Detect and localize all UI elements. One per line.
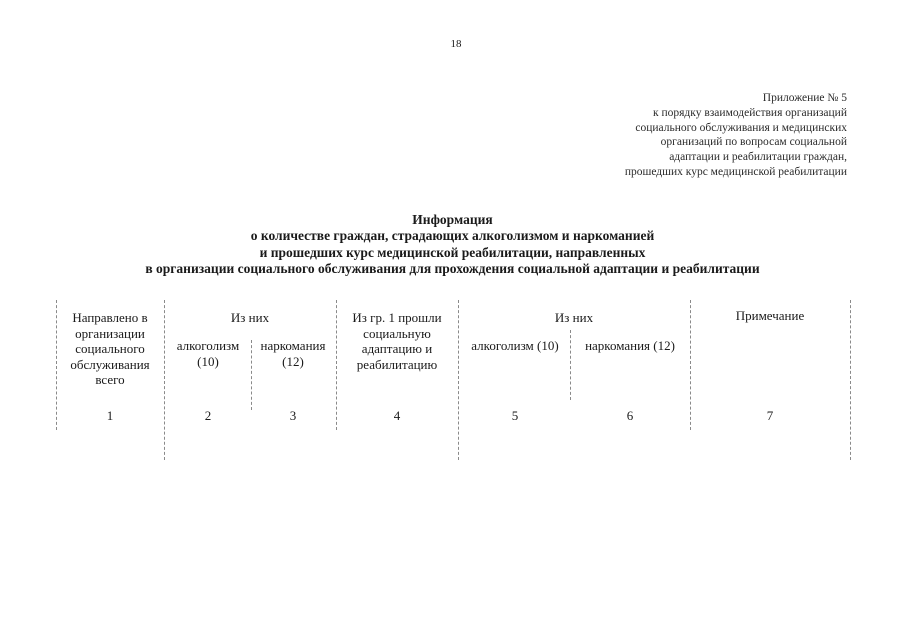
table-divider xyxy=(164,300,165,460)
title-line: о количестве граждан, страдающих алкоголизмом и наркоманией xyxy=(250,228,655,244)
table-divider xyxy=(336,300,337,430)
column-number: 2 xyxy=(204,408,212,423)
table-divider xyxy=(458,300,459,460)
page-number: 18 xyxy=(450,38,462,50)
appendix-line: прошедших курс медицинской реабилитации xyxy=(624,165,847,178)
header-of-them-1: Из них xyxy=(230,310,270,325)
document-title xyxy=(60,212,845,278)
appendix-line: Приложение № 5 xyxy=(762,92,847,104)
title-line: и прошедших курс медицинской реабилитации, направленных xyxy=(259,244,646,260)
appendix-note xyxy=(517,91,847,180)
header-of-them-2: Из них xyxy=(554,310,594,325)
table-border-left xyxy=(56,300,57,430)
table-border-right xyxy=(850,300,851,460)
column-number: 6 xyxy=(626,408,634,423)
column-number: 1 xyxy=(106,408,114,423)
header-completed: Из гр. 1 прошли социальную адаптацию и реабилитацию xyxy=(352,310,442,372)
appendix-line: адаптации и реабилитации граждан, xyxy=(669,151,847,164)
title-line: в организации социального обслуживания для прохождения социальной адаптации и реабилитации xyxy=(145,261,760,277)
header-sent-total: Направлено в организации социального обслуживания всего xyxy=(70,310,150,388)
column-number: 5 xyxy=(511,408,519,423)
table-divider xyxy=(690,300,691,430)
header-alcoholism-1: алкоголизм (10) xyxy=(176,338,240,369)
appendix-line: социального обслуживания и медицинских xyxy=(635,121,847,134)
appendix-line: к порядку взаимодействия организаций xyxy=(653,106,847,119)
column-number: 4 xyxy=(393,408,401,423)
column-number: 3 xyxy=(289,408,297,423)
header-drug-addiction-1: наркомания (12) xyxy=(260,338,326,369)
appendix-line: организаций по вопросам социальной xyxy=(660,136,847,149)
table-divider xyxy=(570,330,571,400)
header-note: Примечание xyxy=(735,308,805,323)
column-number: 7 xyxy=(766,408,774,423)
header-drug-addiction-2: наркомания (12) xyxy=(585,338,675,353)
title-line: Информация xyxy=(412,212,493,227)
header-alcoholism-2: алкоголизм (10) xyxy=(471,338,559,353)
